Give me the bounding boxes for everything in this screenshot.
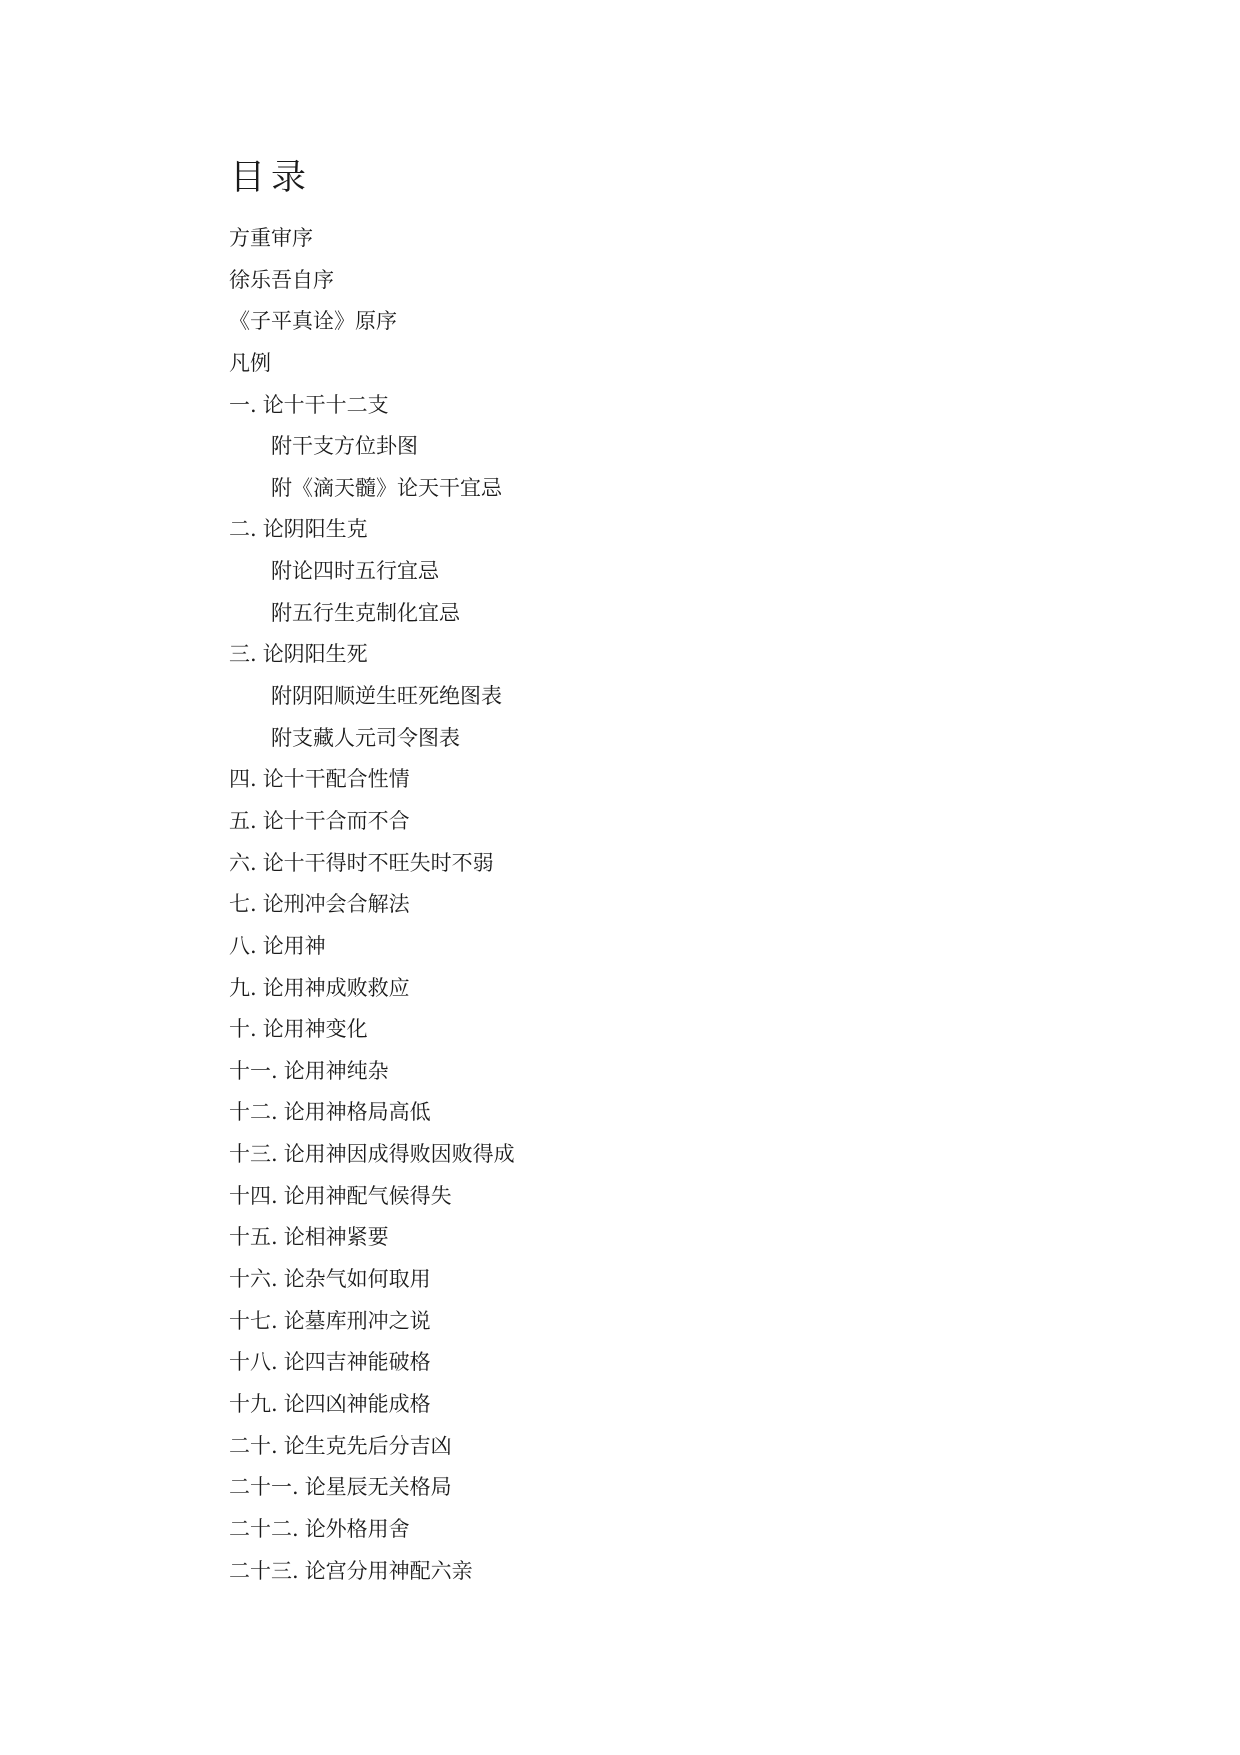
toc-entry-number: 一.: [229, 392, 257, 417]
toc-entry-label: 徐乐吾自序: [229, 267, 334, 292]
toc-entry-label: 《子平真诠》原序: [229, 309, 397, 334]
toc-entry-label: 论用神格局高低: [283, 1100, 431, 1125]
toc-entry-label: 论十干合而不合: [262, 808, 410, 833]
toc-entry-label: 论四凶神能成格: [283, 1391, 431, 1416]
toc-entry-label: 论阴阳生死: [262, 642, 368, 667]
toc-entry-number: 二十三.: [229, 1558, 299, 1583]
toc-entry: [229, 762, 515, 804]
toc-entry-number: 六.: [229, 850, 257, 875]
toc-entry-label: 论星辰无关格局: [304, 1475, 452, 1500]
toc-entry-number: 四.: [229, 767, 257, 792]
toc-entry-number: 十二.: [229, 1100, 278, 1125]
toc-subentry: [229, 429, 515, 471]
toc-entry: [229, 1179, 515, 1221]
toc-entry-number: 七.: [229, 892, 257, 917]
toc-subentry: [229, 471, 515, 513]
toc-entry: [229, 846, 515, 888]
toc-entry: [229, 1012, 515, 1054]
toc-entry-number: 十三.: [229, 1142, 278, 1167]
toc-entry: [229, 346, 515, 388]
toc-entry: [229, 971, 515, 1013]
toc-entry-label: 论十干十二支: [262, 392, 389, 417]
toc-entry-label: 论十干配合性情: [262, 767, 410, 792]
toc-entry-label: 论十干得时不旺失时不弱: [262, 850, 494, 875]
toc-entry-number: 十四.: [229, 1183, 278, 1208]
toc-entry-number: 二十一.: [229, 1475, 299, 1500]
toc-entry-label: 附阴阳顺逆生旺死绝图表: [271, 684, 502, 709]
toc-entry: [229, 1220, 515, 1262]
toc-entry: [229, 1262, 515, 1304]
toc-entry-label: 论杂气如何取用: [283, 1267, 431, 1292]
toc-entry-number: 二.: [229, 517, 257, 542]
toc-entry-label: 附五行生克制化宜忌: [271, 600, 460, 625]
toc-entry-label: 论相神紧要: [283, 1225, 389, 1250]
toc-entry-label: 方重审序: [229, 226, 313, 250]
toc-entry-number: 三.: [229, 642, 257, 667]
toc-title: 目录: [230, 158, 313, 198]
toc-entry: [229, 1095, 515, 1137]
toc-entry: [229, 1512, 515, 1554]
toc-entry: [229, 1554, 515, 1596]
toc-entry-number: 十六.: [229, 1267, 278, 1292]
toc-subentry: [229, 721, 515, 763]
toc-entry-number: 八.: [229, 933, 257, 958]
toc-entry: [229, 388, 515, 430]
toc-entry-number: 十五.: [229, 1225, 278, 1250]
toc-entry-number: 十.: [229, 1017, 257, 1042]
toc-subentry: [229, 679, 515, 721]
toc-entry-label: 论阴阳生克: [262, 517, 368, 542]
toc-entry: [229, 304, 515, 346]
toc-entry-number: 十九.: [229, 1391, 278, 1416]
toc-entry: [229, 637, 515, 679]
toc-entry-label: 论用神: [262, 933, 326, 958]
toc-entry: [229, 221, 515, 263]
toc-entry-label: 论用神成败救应: [262, 975, 410, 1000]
toc-entry-label: 论刑冲会合解法: [262, 892, 410, 917]
toc-entry: [229, 1137, 515, 1179]
toc-entry-label: 附支藏人元司令图表: [271, 725, 460, 750]
toc-entry-label: 附论四时五行宜忌: [271, 559, 439, 584]
toc-entry: [229, 1304, 515, 1346]
toc-entry-label: 论用神变化: [262, 1017, 368, 1042]
toc-entry-label: 附《滴天髓》论天干宜忌: [271, 475, 502, 500]
toc-entry-label: 论用神因成得败因败得成: [283, 1142, 515, 1167]
toc-entry-label: 论外格用舍: [304, 1516, 410, 1541]
toc-entry-label: 凡例: [229, 350, 271, 375]
toc-entry: [229, 263, 515, 305]
toc-entry: [229, 1429, 515, 1471]
toc-entry: [229, 1470, 515, 1512]
toc-entry-number: 五.: [229, 808, 257, 833]
toc-subentry: [229, 596, 515, 638]
toc-entry: [229, 804, 515, 846]
toc-entry-label: 论用神纯杂: [283, 1058, 389, 1083]
toc-entry-label: 论四吉神能破格: [283, 1350, 431, 1375]
toc-subentry: [229, 554, 515, 596]
toc-entry-number: 十八.: [229, 1350, 278, 1375]
toc-entry-number: 二十.: [229, 1433, 278, 1458]
toc-entry-label: 附干支方位卦图: [271, 434, 418, 459]
toc-entry-label: 论宫分用神配六亲: [304, 1558, 473, 1583]
toc-entry-number: 十七.: [229, 1308, 278, 1333]
toc-entry-label: 论墓库刑冲之说: [283, 1308, 431, 1333]
toc-entry: [229, 929, 515, 971]
toc-entry-label: 论用神配气候得失: [283, 1183, 452, 1208]
toc-entry: [229, 1345, 515, 1387]
toc-entry-number: 十一.: [229, 1058, 278, 1083]
toc-entry-label: 论生克先后分吉凶: [283, 1433, 452, 1458]
toc-entry: [229, 887, 515, 929]
toc-entry: [229, 1387, 515, 1429]
toc-entry-number: 二十二.: [229, 1516, 299, 1541]
toc-entry: [229, 1054, 515, 1096]
toc-list: [229, 221, 515, 1595]
toc-entry: [229, 512, 515, 554]
toc-entry-number: 九.: [229, 975, 257, 1000]
